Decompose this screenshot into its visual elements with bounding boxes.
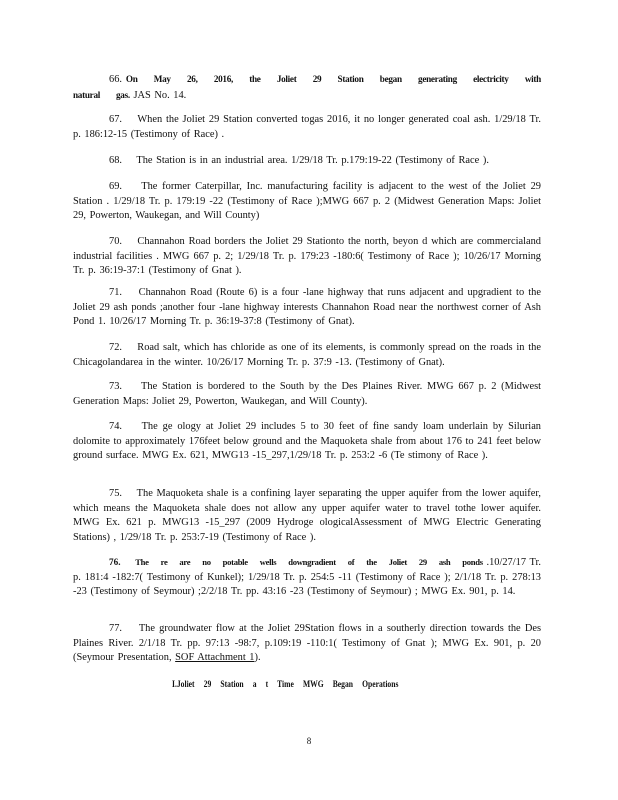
paragraph-text: The Maquoketa shale is a confining layer separating the upper aquifer from the lower aquifer, which means the Maquoketa shale does not allow any upper aquifer water to travel tothe lower aquifer. MWG Ex. 621 p. MWG13 -15_297 (2009 Hydroge ologicalAssessment of MWG Electric Generating Stations) , 1/29/18 Tr. p. 253:7-19 (Testimony of Race ). xyxy=(73,488,542,543)
paragraph-text: The Station is bordered to the South by the Des Plaines River. MWG 667 p. 2 (Midwest Generation Maps: Joliet 29, Powerton, Waukegan, and Will County). xyxy=(73,381,541,407)
paragraph-76 xyxy=(73,555,541,600)
paragraph-text: When the Joliet 29 Station converted togas 2016, it no longer generated coal ash. 1/29/18 Tr. p. 186:12-15 (Testimony of Race) . xyxy=(73,114,541,140)
paragraph-70 xyxy=(73,235,541,279)
paragraph-66 xyxy=(73,72,541,103)
paragraph-number: 76. xyxy=(109,557,121,567)
footnote-caption: I.Joliet 29 Station a t Time MWG Began Operations xyxy=(172,680,399,690)
paragraph-end: ). xyxy=(254,652,261,664)
paragraph-number: 70. xyxy=(109,236,122,247)
page-number: 8 xyxy=(306,736,312,746)
sof-attachment-link[interactable]: SOF Attachment 1 xyxy=(175,652,255,664)
paragraph-text: Channahon Road borders the Joliet 29 Stationto the north, beyon d which are commercialand industrial facilities . MWG 667 p. 2; 1/29/18 Tr. p. 179:23 -180:6( Testimony of Race ); 10/26/17 Morning Tr. p. 36:19-37:1 (Testimony of Gnat ). xyxy=(73,236,541,277)
paragraph-number: 77. xyxy=(109,623,122,634)
paragraph-72 xyxy=(73,341,541,370)
paragraph-number: 66. xyxy=(109,74,122,85)
paragraph-text: The Station is in an industrial area. 1/29/18 Tr. p.179:19-22 (Testimony of Race ). xyxy=(136,155,489,166)
paragraph-75 xyxy=(73,487,541,545)
paragraph-68 xyxy=(73,154,541,169)
paragraph-tail: .10/27/17 Tr. p. 181:4 -182:7( Testimony of Kunkel); 1/29/18 Tr. p. 254:5 -11 (Testimony of Race ); 2/1/18 Tr. p. 278:13 -23 (Testimony of Seymour) ;2/2/18 Tr. pp. 43:16 -23 (Testimony of Seymour) ; MWG Ex. 901, p. 14. xyxy=(73,557,541,598)
paragraph-number: 74. xyxy=(109,421,122,432)
paragraph-text: The ge ology at Joliet 29 includes 5 to 30 feet of fine sandy loam underlain by Silurian dolomite to approximately 176feet below ground and the Maquoketa shale from about 176 to 241 feet below ground surface. MWG Ex. 621, MWG13 -15_297,1/29/18 Tr. p. 253:2 -6 (Te stimony of Race ). xyxy=(73,421,542,462)
paragraph-text: The re are no potable wells downgradient of the Joliet 29 ash ponds xyxy=(135,557,483,567)
paragraph-73 xyxy=(73,380,541,409)
paragraph-number: 71. xyxy=(109,287,122,298)
paragraph-text: The former Caterpillar, Inc. manufacturing facility is adjacent to the west of the Joliet 29 Station . 1/29/18 Tr. p. 179:19 -22 (Testimony of Race );MWG 667 p. 2 (Midwest Generation Maps: Joliet 29, Powerton, Waukegan, and Will County) xyxy=(73,181,541,222)
paragraph-text: The groundwater flow at the Joliet 29Station flows in a southerly direction towards the Des Plaines River. 2/1/18 Tr. pp. 97:13 -98:7, p.109:19 -110:1( Testimony of Gnat ); MWG Ex. 901, p. 20 (Seymour Presentation, xyxy=(73,623,541,664)
paragraph-number: 73. xyxy=(109,381,122,392)
paragraph-number: 69. xyxy=(109,181,122,192)
paragraph-71 xyxy=(73,286,541,330)
paragraph-text: Channahon Road (Route 6) is a four -lane highway that runs adjacent and upgradient to the Joliet 29 ash ponds ;another four -lane highway interests Channahon Road near the northwest corner of Ash Pond 1. 10/26/17 Morning Tr. p. 36:19-37:8 (Testimony of Gnat). xyxy=(73,287,541,328)
paragraph-67 xyxy=(73,113,541,142)
paragraph-text: Road salt, which has chloride as one of its elements, is commonly spread on the roads in the Chicagolandarea in the winter. 10/26/17 Morning Tr. p. 37:9 -13. (Testimony of Gnat). xyxy=(73,342,541,368)
paragraph-tail: JAS No. 14. xyxy=(129,89,187,101)
paragraph-number: 68. xyxy=(109,155,122,166)
paragraph-74 xyxy=(73,420,541,464)
paragraph-number: 67. xyxy=(109,114,122,125)
paragraph-77 xyxy=(73,622,541,666)
paragraph-number: 72. xyxy=(109,342,122,353)
paragraph-number: 75. xyxy=(109,488,122,499)
paragraph-69 xyxy=(73,180,541,224)
paragraph-text: On May 26, 2016, the Joliet 29 Station began generating electricity with natural gas. xyxy=(73,74,541,100)
